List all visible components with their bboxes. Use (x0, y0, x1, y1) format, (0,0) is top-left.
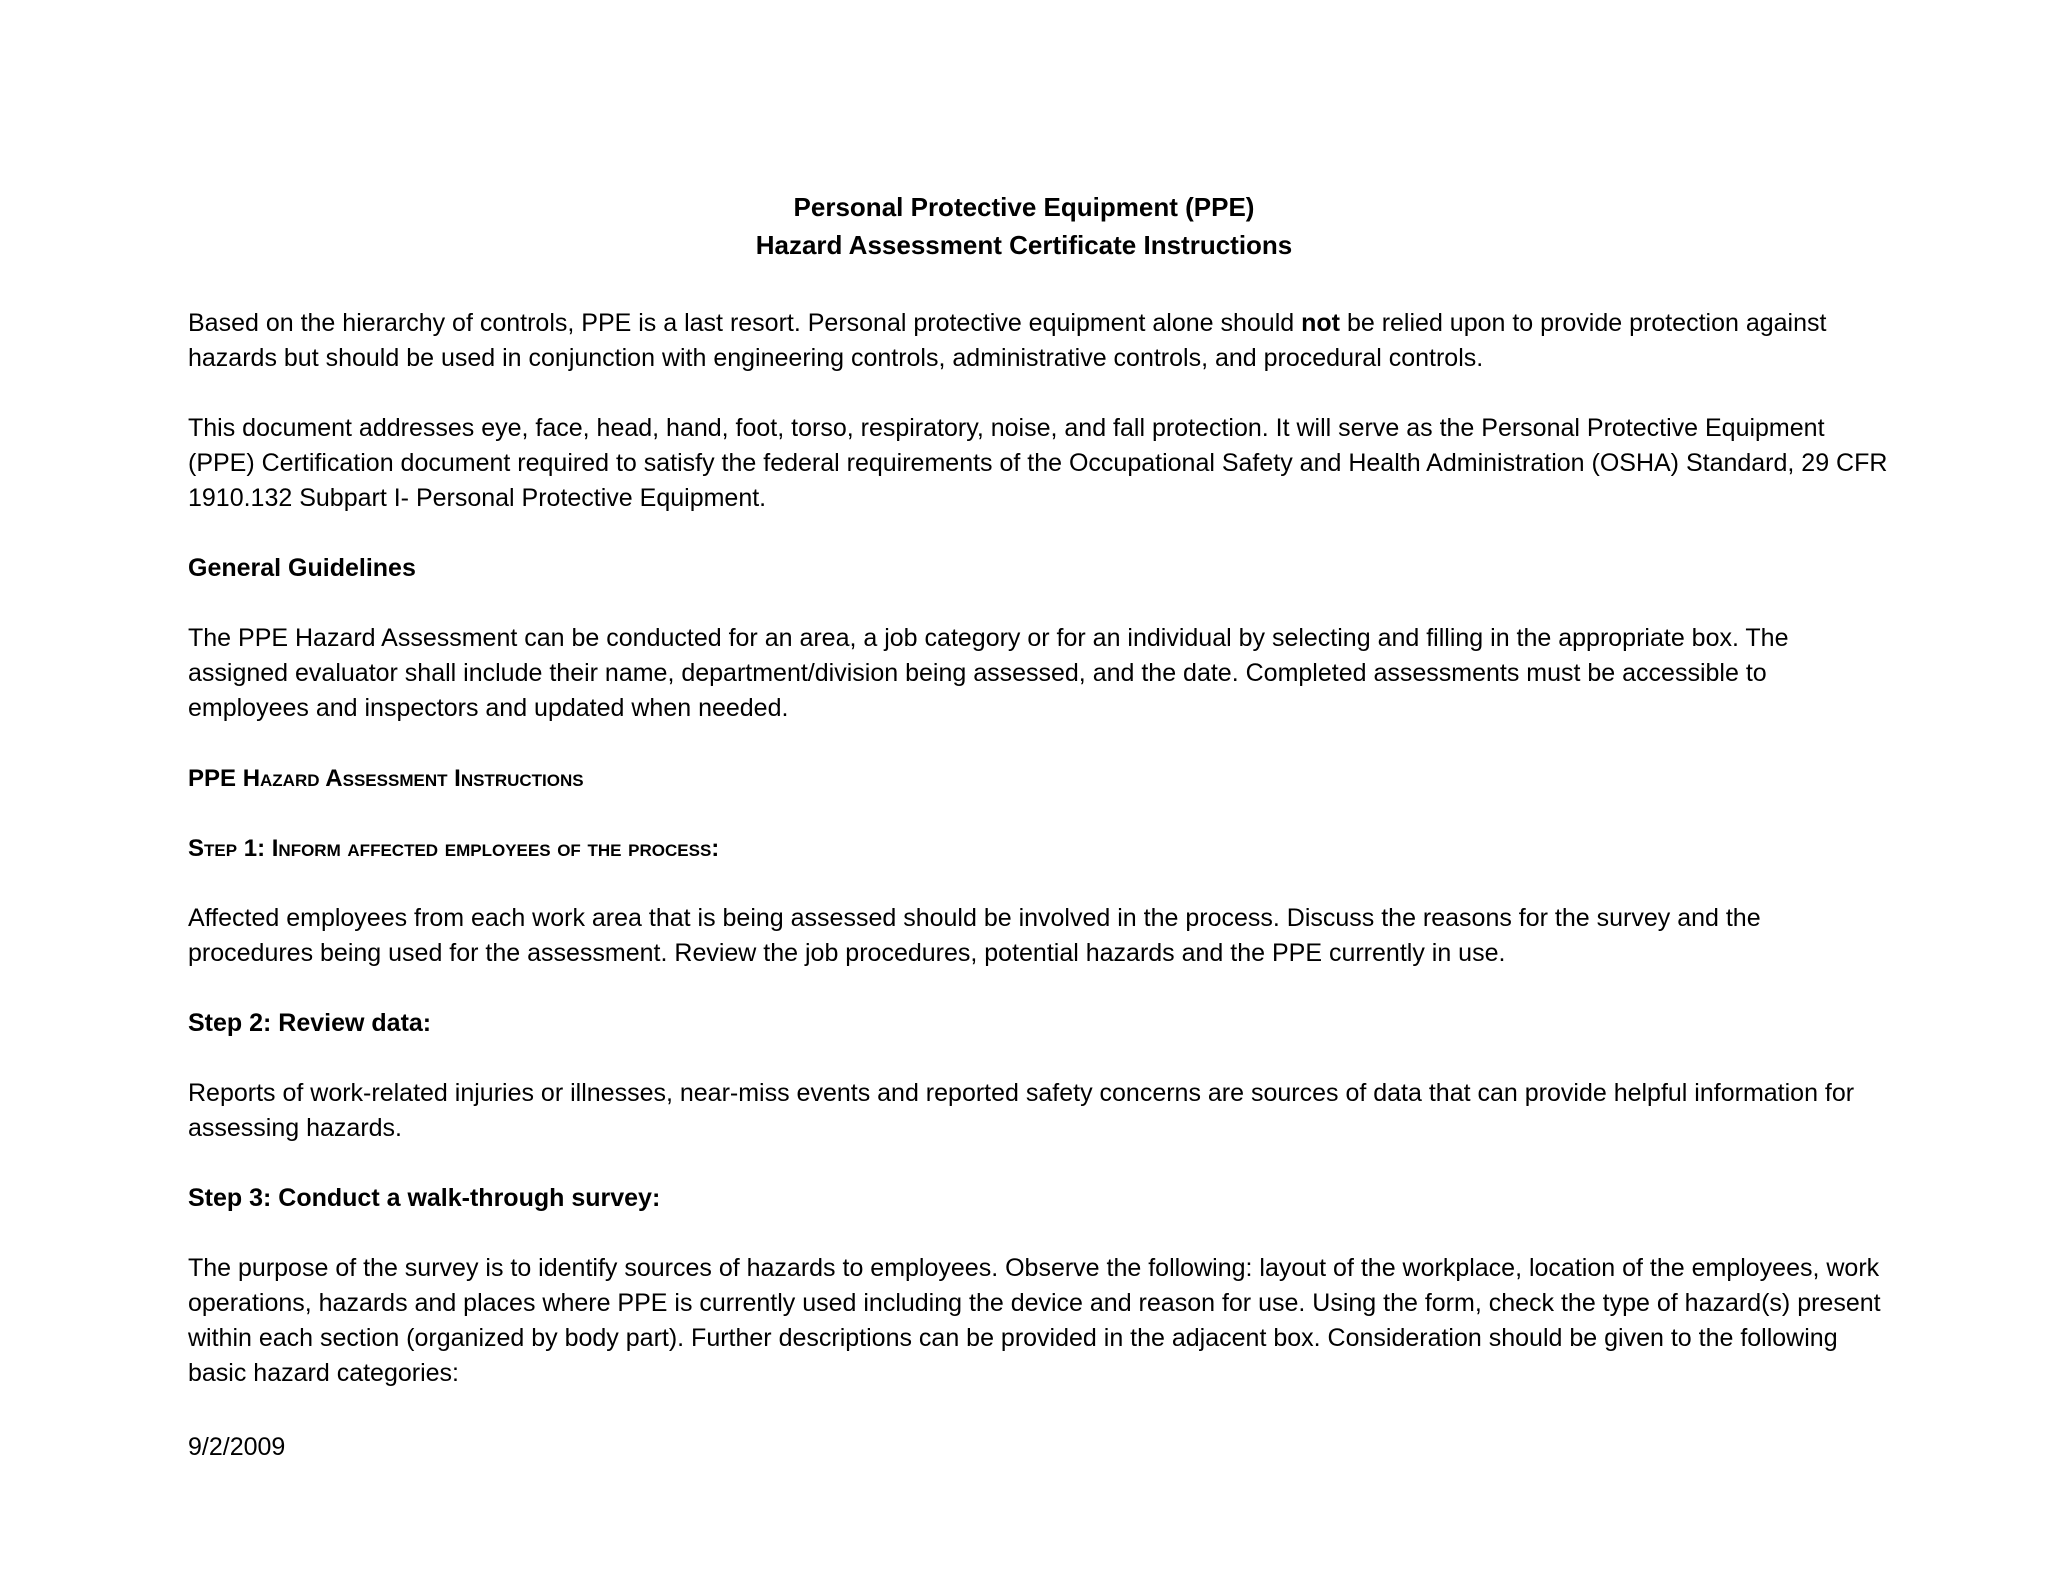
footer-date: 9/2/2009 (188, 1433, 286, 1461)
step-2-text: Reports of work-related injuries or illnesses, near-miss events and reported safety concerns are sources of data that can provide helpful information for assessing hazards. (188, 1079, 1855, 1142)
step-3-text: The purpose of the survey is to identify sources of hazards to employees. Observe the following: layout of the workplace, location of the employees, work operations, hazards and places where PPE is currently used including the device and reason for use. Using the form, check the type of hazard(s) present within each section (organized by body part). Further descriptions can be provided in the adjacent box. Consideration should be given to the following basic hazard categories: (188, 1254, 1881, 1387)
instructions-heading: PPE Hazard Assessment Instructions (188, 765, 584, 792)
intro-paragraph-1 (188, 306, 1888, 376)
intro-p1-text-end: be relied upon to provide protection against hazards but should be used in conjunction with engineering controls, administrative controls, and procedural controls. (188, 309, 1827, 372)
document-title (0, 188, 2048, 264)
step-1-text: Affected employees from each work area that is being assessed should be involved in the process. Discuss the reasons for the survey and the procedures being used for the assessment. Review the job procedures, potential hazards and the PPE currently in use. (188, 904, 1761, 967)
title-line-2: Hazard Assessment Certificate Instructions (755, 230, 1293, 260)
intro-p1-text-start: Based on the hierarchy of controls, PPE is a last resort. Personal protective equipment alone should (188, 309, 1302, 337)
general-guidelines-heading: General Guidelines (188, 554, 416, 582)
title-line-1: Personal Protective Equipment (PPE) (793, 192, 1255, 222)
step-2-heading: Step 2: Review data: (188, 1009, 432, 1037)
intro-p1-emphasis: not (1301, 309, 1340, 337)
general-guidelines-text: The PPE Hazard Assessment can be conducted for an area, a job category or for an individual by selecting and filling in the appropriate box. The assigned evaluator shall include their name, department/division being assessed, and the date. Completed assessments must be accessible to employees and inspectors and updated when needed. (188, 624, 1789, 722)
intro-paragraph-2: This document addresses eye, face, head, hand, foot, torso, respiratory, noise, and fall protection. It will serve as the Personal Protective Equipment (PPE) Certification document required to satisfy the federal requirements of the Occupational Safety and Health Administration (OSHA) Standard, 29 CFR 1910.132 Subpart I- Personal Protective Equipment. (188, 414, 1888, 512)
step-3-heading: Step 3: Conduct a walk-through survey: (188, 1184, 661, 1212)
step-1-heading: Step 1: Inform affected employees of the process: (188, 835, 720, 862)
